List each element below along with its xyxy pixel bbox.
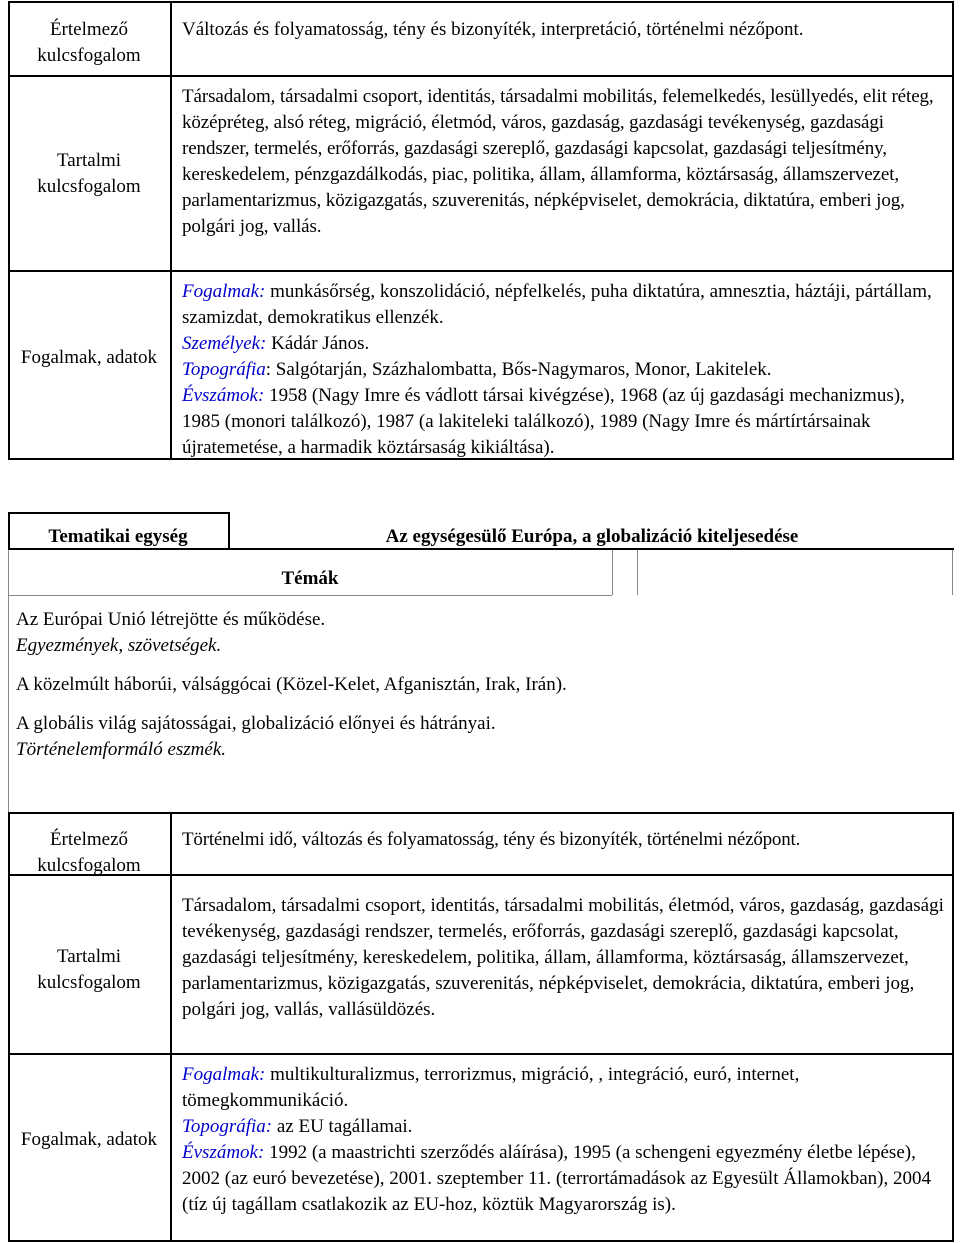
table2-body-right-border [952, 812, 954, 1242]
table2-fogalmak-label: Fogalmak: [182, 1064, 266, 1085]
table2-temak-divider-2 [637, 550, 638, 595]
table1-topografia-label: Topográfia [182, 359, 266, 380]
table1-top-border [8, 1, 954, 3]
table2-body-column-divider [170, 812, 172, 1242]
table1-evszamok-text: 1958 (Nagy Imre és vádlott társai kivégzése), 1968 (az új gazdasági mechanizmus), 1985 (monori találkozó), 1987 (a lakiteleki találkozó), 1989 (Nagy Imre és mártírtársainak újratemetése, a harmadik köztársaság kikiáltása). [182, 385, 905, 458]
table2-fogalmak-line [182, 1062, 947, 1114]
table2-topic1: Az Európai Unió létrejötte és működése. [16, 609, 326, 630]
table2-topic1-italic: Egyezmények, szövetségek. [16, 635, 222, 656]
table2-label-ertelmezo: Értelmező kulcsfogalom [37, 829, 141, 876]
table2-topics [16, 607, 612, 763]
table1-fogalmak-line [182, 279, 942, 331]
table2-label-fogalmak: Fogalmak, adatok [20, 1129, 158, 1150]
table1-right-border [952, 1, 954, 460]
table1-label-tartalmi: Tartalmi kulcsfogalom [37, 150, 141, 197]
table2-fogalmak-block [182, 1062, 947, 1218]
table1-label-fogalmak: Fogalmak, adatok [20, 347, 158, 368]
table2-topografia-text: az EU tagállamai. [272, 1116, 413, 1137]
table1-text-ertelmezo: Változás és folyamatosság, tény és bizonyíték, interpretáció, történelmi nézőpont. [182, 19, 804, 40]
table2-header-top-border-left [8, 512, 230, 514]
table1-column-divider [170, 1, 172, 460]
table2-topic2: A közelmúlt háborúi, válsággócai (Közel-Kelet, Afganisztán, Irak, Irán). [16, 674, 567, 695]
table1-left-border [8, 1, 10, 460]
table1-fogalmak-label: Fogalmak: [182, 281, 266, 302]
table2-text-ertelmezo: Történelmi idő, változás és folyamatosság, tény és bizonyíték, történelmi nézőpont. [182, 829, 801, 850]
table1-row-divider-2 [8, 270, 954, 272]
table2-evszamok-label: Évszámok: [182, 1142, 265, 1163]
table1-text-tartalmi: Társadalom, társadalmi csoport, identitás, társadalmi mobilitás, felemelkedés, lesüllyedés, elit réteg, középréteg, alsó réteg, migráció, életmód, város, gazdaság, gazdasági tevékenység, gazdasági rendszer, termelés, erőforrás, gazdasági szereplő, gazdasági kapcsolat, gazdasági teljesítmény, kereskedelem, pénzgazdálkodás, piac, politika, állam, államforma, köztársaság, államszervezet, parlamentarizmus, közigazgatás, szuverenitás, népképviselet, demokrácia, diktatúra, emberi jog, polgári jog, vallás. [182, 86, 934, 237]
table2-body-bottom-border [8, 1240, 954, 1242]
table1-fogalmak-block [182, 279, 942, 461]
table1-label-ertelmezo: Értelmező kulcsfogalom [37, 19, 141, 66]
table2-body-row-divider-2 [8, 1053, 954, 1055]
table2-topografia-line [182, 1114, 947, 1140]
table1-row-divider-1 [8, 75, 954, 77]
table1-topografia-line [182, 357, 942, 383]
table2-body-top-border [8, 812, 954, 814]
table1-szemelyek-line [182, 331, 942, 357]
table2-evszamok-text: 1992 (a maastrichti szerződés aláírása), 1995 (a schengeni egyezmény életbe lépése), 2002 (az euró bevezetése), 2001. szeptember 11. (terrortámadások az Egyesült Államokban), 2004 (tíz új tagállam csatlakozik az EU-hoz, köztük Magyarország is). [182, 1142, 931, 1215]
table2-topic3-italic: Történelemformáló eszmék. [16, 739, 227, 760]
table2-tematikai-label: Tematikai egység [48, 526, 188, 547]
table2-temak-label: Témák [281, 568, 339, 589]
table1-evszamok-label: Évszámok: [182, 385, 265, 406]
table1-szemelyek-label: Személyek: [182, 333, 267, 354]
table1-fogalmak-text: munkásőrség, konszolidáció, népfelkelés, puha diktatúra, amnesztia, háztáji, pártállam, szamizdat, demokratikus ellenzék. [182, 281, 932, 328]
table1-topografia-text: : Salgótarján, Százhalombatta, Bős-Nagymaros, Monor, Lakitelek. [265, 359, 772, 380]
table2-temak-divider-1 [612, 550, 613, 595]
table1-szemelyek-text: Kádár János. [266, 333, 370, 354]
table2-temak-right-line [952, 550, 953, 595]
table2-tematikai-title: Az egységesülő Európa, a globalizáció kiteljesedése [385, 526, 799, 547]
table2-header-divider [228, 512, 230, 550]
table1-evszamok-line [182, 383, 942, 461]
table2-text-tartalmi: Társadalom, társadalmi csoport, identitás, társadalmi mobilitás, életmód, város, gazdaság, gazdasági tevékenység, gazdasági rendszer, termelés, erőforrás, gazdasági szereplő, gazdasági kapcsolat, gazdasági teljesítmény, kereskedelem, politika, állam, államforma, köztársaság, államszervezet, parlamentarizmus, közigazgatás, szuverenitás, népképviselet, demokrácia, diktatúra, emberi jog, polgári jog, vallás, vallásüldözés. [182, 895, 944, 1020]
table2-topic3: A globális világ sajátosságai, globalizáció előnyei és hátrányai. [16, 713, 496, 734]
table2-topografia-label: Topográfia: [182, 1116, 273, 1137]
table2-fogalmak-text: multikulturalizmus, terrorizmus, migráció, , integráció, euró, internet, tömegkommunikáció. [182, 1064, 800, 1111]
table2-label-tartalmi: Tartalmi kulcsfogalom [37, 946, 141, 993]
table2-temak-underline [8, 595, 612, 596]
table2-evszamok-line [182, 1140, 947, 1218]
